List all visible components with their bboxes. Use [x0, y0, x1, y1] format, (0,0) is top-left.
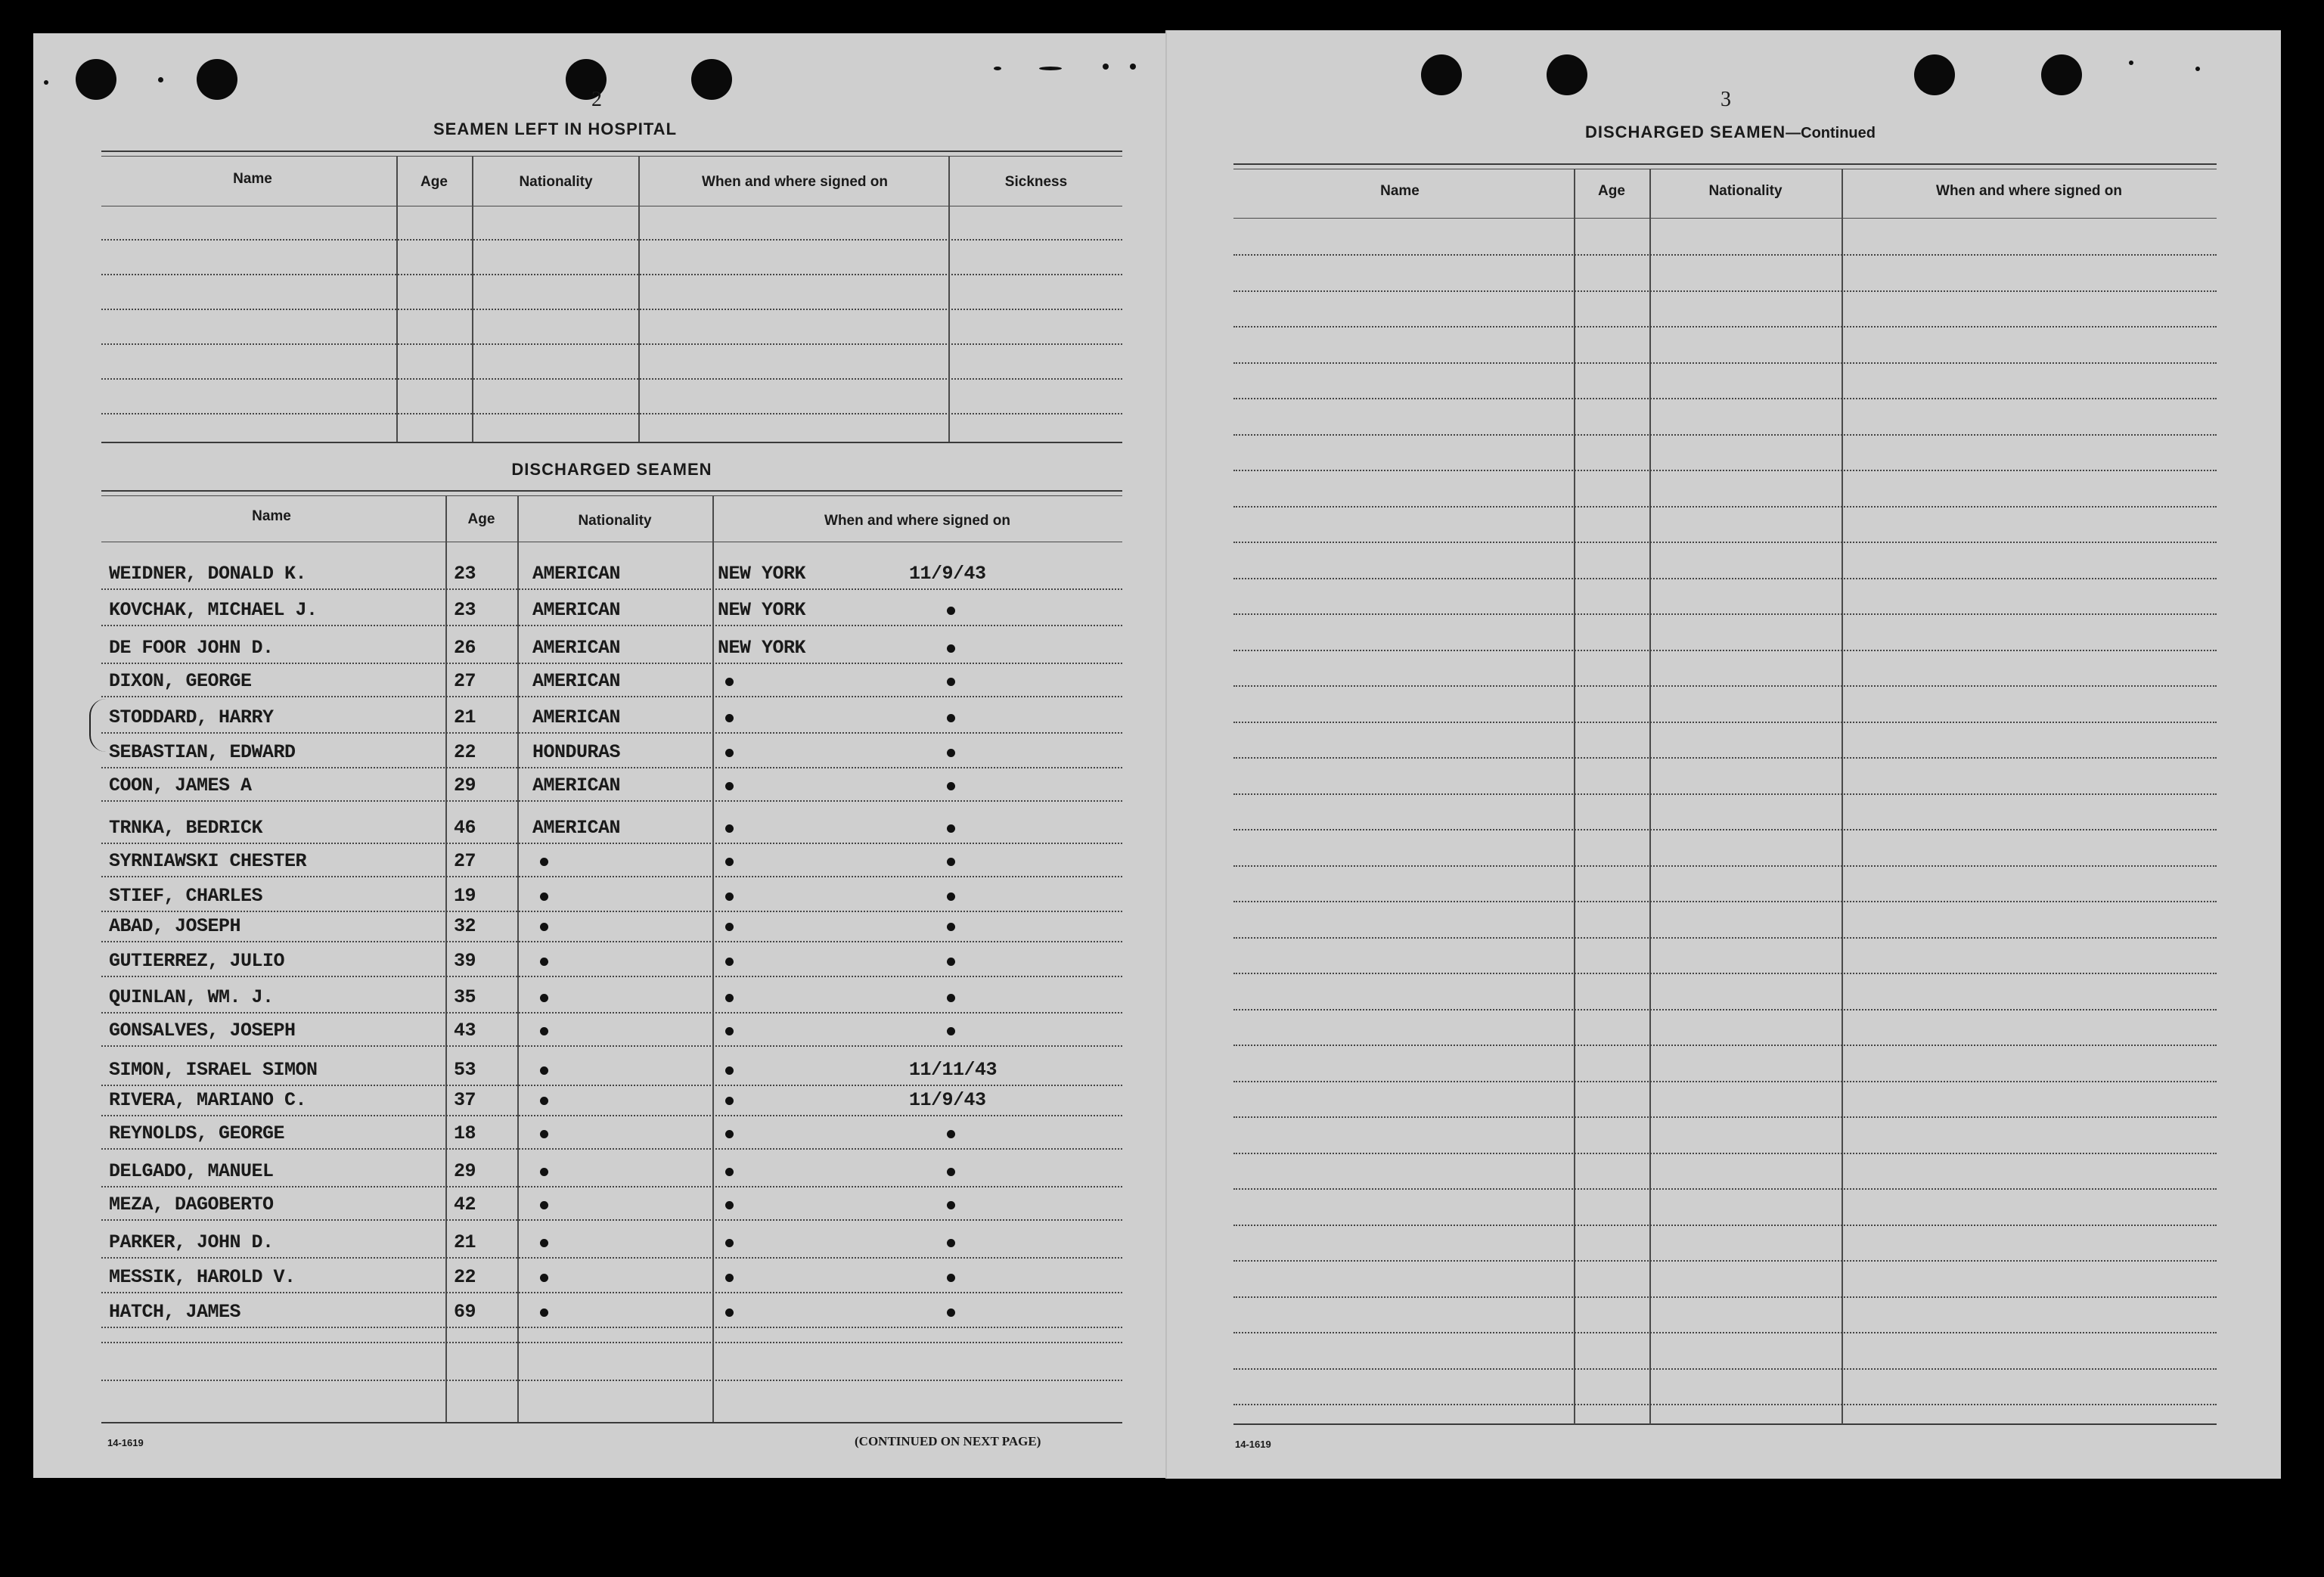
- seaman-name: REYNOLDS, GEORGE: [109, 1122, 285, 1144]
- seaman-name: ABAD, JOSEPH: [109, 915, 241, 937]
- seaman-age: 42: [454, 1194, 476, 1215]
- continued-header-age: Age: [1598, 183, 1625, 199]
- blank-row-line: [1233, 434, 2217, 436]
- ditto-mark: [725, 958, 734, 966]
- ditto-mark: [725, 714, 734, 722]
- seaman-name: GONSALVES, JOSEPH: [109, 1020, 296, 1042]
- blank-row-line: [1233, 685, 2217, 687]
- seaman-name: SYRNIAWSKI CHESTER: [109, 850, 307, 872]
- ditto-mark: [540, 1274, 548, 1282]
- discharged-header-nationality: Nationality: [578, 513, 652, 529]
- signed-on-date: 11/11/43: [909, 1059, 998, 1081]
- table-row-line: [101, 1045, 1122, 1047]
- ditto-mark: [947, 1201, 955, 1209]
- table-row-line: [101, 663, 1122, 664]
- blank-row-line: [1233, 578, 2217, 579]
- column-divider: [1649, 169, 1651, 1424]
- blank-row-line: [1233, 1081, 2217, 1082]
- ditto-mark: [947, 1239, 955, 1247]
- continued-header-nationality: Nationality: [1708, 183, 1783, 199]
- table-row-line: [101, 976, 1122, 977]
- ditto-mark: [947, 1130, 955, 1138]
- blank-row-line: [1233, 1260, 2217, 1262]
- ditto-mark: [540, 1097, 548, 1105]
- column-divider: [948, 156, 950, 442]
- ditto-mark: [725, 1066, 734, 1075]
- seaman-age: 29: [454, 1160, 476, 1182]
- ditto-mark: [540, 892, 548, 901]
- seaman-nationality: AMERICAN: [532, 706, 621, 728]
- seaman-age: 37: [454, 1089, 476, 1111]
- seaman-age: 46: [454, 817, 476, 839]
- blank-row-line: [1233, 1225, 2217, 1226]
- blank-row-line: [1233, 398, 2217, 399]
- punch-hole: [1914, 54, 1955, 95]
- seaman-age: 21: [454, 1231, 476, 1253]
- seaman-name: COON, JAMES A: [109, 775, 252, 796]
- column-divider: [1842, 169, 1843, 1424]
- seaman-nationality: AMERICAN: [532, 599, 621, 621]
- seaman-name: DELGADO, MANUEL: [109, 1160, 274, 1182]
- ditto-mark: [725, 923, 734, 931]
- blank-row-line: [1233, 1045, 2217, 1046]
- blank-row-line: [1233, 1332, 2217, 1333]
- ditto-mark: [947, 1274, 955, 1282]
- column-divider: [396, 156, 398, 442]
- seaman-name: DE FOOR JOHN D.: [109, 637, 274, 659]
- table-row-line: [101, 800, 1122, 802]
- ditto-mark: [947, 824, 955, 833]
- signed-on-place: NEW YORK: [718, 563, 806, 585]
- ditto-mark: [725, 1130, 734, 1138]
- ditto-mark: [947, 1168, 955, 1176]
- blank-row-line: [1233, 901, 2217, 902]
- seaman-name: RIVERA, MARIANO C.: [109, 1089, 307, 1111]
- seaman-nationality: AMERICAN: [532, 637, 621, 659]
- blank-row-line: [1233, 829, 2217, 830]
- ditto-mark: [947, 892, 955, 901]
- blank-row-line: [1233, 937, 2217, 939]
- ditto-mark: [725, 1168, 734, 1176]
- blank-row-line: [1233, 1153, 2217, 1154]
- ditto-mark: [540, 1168, 548, 1176]
- continued-header-signed-on: When and where signed on: [1936, 183, 2122, 199]
- right-page: [1165, 30, 2281, 1479]
- ditto-mark: [540, 1201, 548, 1209]
- seaman-age: 21: [454, 706, 476, 728]
- seaman-name: STIEF, CHARLES: [109, 885, 263, 907]
- ditto-mark: [947, 782, 955, 790]
- blank-row-line: [1233, 757, 2217, 759]
- hospital-section-title: SEAMEN LEFT IN HOSPITAL: [433, 120, 678, 138]
- ditto-mark: [947, 678, 955, 686]
- seaman-age: 35: [454, 986, 476, 1008]
- table-row-line: [101, 911, 1122, 912]
- blank-row-line: [1233, 326, 2217, 328]
- blank-row-line: [1233, 973, 2217, 974]
- ditto-mark: [725, 1097, 734, 1105]
- ditto-mark: [540, 994, 548, 1002]
- blank-row-line: [101, 1380, 1122, 1381]
- blank-row-line: [1233, 793, 2217, 795]
- continued-header-name: Name: [1380, 183, 1420, 199]
- blank-row-line: [1233, 722, 2217, 723]
- column-divider: [517, 495, 519, 1422]
- seaman-age: 22: [454, 1266, 476, 1288]
- ditto-mark: [540, 1308, 548, 1317]
- blank-row-line: [1233, 290, 2217, 292]
- signed-on-date: 11/9/43: [909, 1089, 986, 1111]
- discharged-header-age: Age: [467, 511, 495, 527]
- seaman-age: 26: [454, 637, 476, 659]
- continued-title-main: DISCHARGED SEAMEN: [1584, 123, 1786, 141]
- table-row-line: [101, 1219, 1122, 1221]
- ditto-mark: [725, 892, 734, 901]
- margin-bracket-mark: [89, 699, 106, 752]
- blank-row-line: [101, 239, 1122, 241]
- table-row-line: [101, 1327, 1122, 1328]
- seaman-age: 23: [454, 563, 476, 585]
- ditto-mark: [725, 1274, 734, 1282]
- punch-hole: [1547, 54, 1587, 95]
- discharged-header-name: Name: [252, 508, 291, 524]
- seaman-age: 19: [454, 885, 476, 907]
- hospital-header-age: Age: [420, 174, 448, 190]
- blank-row-line: [101, 413, 1122, 414]
- ditto-mark: [725, 1239, 734, 1247]
- column-divider: [472, 156, 473, 442]
- ditto-mark: [540, 858, 548, 866]
- blank-row-line: [1233, 1404, 2217, 1405]
- seaman-nationality: AMERICAN: [532, 670, 621, 692]
- blank-row-line: [1233, 542, 2217, 543]
- seaman-name: HATCH, JAMES: [109, 1301, 241, 1323]
- ditto-mark: [540, 1066, 548, 1075]
- blank-row-line: [1233, 1009, 2217, 1010]
- blank-row-line: [1233, 1188, 2217, 1190]
- ditto-mark: [725, 824, 734, 833]
- continued-footer: (CONTINUED ON NEXT PAGE): [855, 1434, 1041, 1448]
- table-row-line: [101, 941, 1122, 942]
- table-row-line: [101, 625, 1122, 626]
- column-divider: [445, 495, 447, 1422]
- hospital-header-sickness: Sickness: [1004, 174, 1068, 190]
- ditto-mark: [947, 644, 955, 653]
- ditto-mark: [947, 1027, 955, 1035]
- seaman-age: 39: [454, 950, 476, 972]
- ditto-mark: [725, 858, 734, 866]
- seaman-age: 53: [454, 1059, 476, 1081]
- table-row-line: [101, 1085, 1122, 1086]
- seaman-age: 27: [454, 670, 476, 692]
- blank-row-line: [1233, 1296, 2217, 1298]
- table-row-line: [101, 843, 1122, 844]
- page-number: 2: [591, 88, 602, 111]
- left-page: [33, 33, 1165, 1478]
- hospital-header-name: Name: [233, 171, 272, 187]
- column-divider: [1574, 169, 1575, 1424]
- seaman-name: MEZA, DAGOBERTO: [109, 1194, 274, 1215]
- table-row-line: [101, 696, 1122, 697]
- ditto-mark: [725, 1027, 734, 1035]
- seaman-age: 69: [454, 1301, 476, 1323]
- discharged-header-signed-on: When and where signed on: [824, 513, 1010, 529]
- blank-row-line: [101, 1342, 1122, 1343]
- seaman-name: PARKER, JOHN D.: [109, 1231, 274, 1253]
- blank-row-line: [1233, 362, 2217, 364]
- blank-row-line: [1233, 613, 2217, 615]
- seaman-name: GUTIERREZ, JULIO: [109, 950, 285, 972]
- ditto-mark: [725, 749, 734, 757]
- seaman-name: WEIDNER, DONALD K.: [109, 563, 307, 585]
- seaman-age: 32: [454, 915, 476, 937]
- ditto-mark: [947, 858, 955, 866]
- table-row-line: [101, 1257, 1122, 1259]
- table-row-line: [101, 1115, 1122, 1116]
- table-row-line: [101, 732, 1122, 734]
- seaman-name: TRNKA, BEDRICK: [109, 817, 263, 839]
- ditto-mark: [540, 1239, 548, 1247]
- ditto-mark: [540, 1130, 548, 1138]
- form-number: 14-1619: [1235, 1439, 1271, 1450]
- ditto-mark: [947, 714, 955, 722]
- seaman-nationality: HONDURAS: [532, 741, 621, 763]
- page-number: 3: [1721, 88, 1731, 111]
- ditto-mark: [947, 923, 955, 931]
- ditto-mark: [540, 1027, 548, 1035]
- punch-hole: [76, 59, 116, 100]
- seaman-age: 43: [454, 1020, 476, 1042]
- seaman-age: 18: [454, 1122, 476, 1144]
- ditto-mark: [947, 607, 955, 615]
- ditto-mark: [540, 923, 548, 931]
- ditto-mark: [725, 994, 734, 1002]
- ditto-mark: [725, 782, 734, 790]
- ditto-mark: [540, 958, 548, 966]
- ditto-mark: [947, 994, 955, 1002]
- column-divider: [712, 495, 714, 1422]
- seaman-nationality: AMERICAN: [532, 817, 621, 839]
- blank-row-line: [101, 343, 1122, 345]
- table-row-line: [101, 876, 1122, 877]
- blank-row-line: [1233, 865, 2217, 867]
- blank-row-line: [1233, 506, 2217, 508]
- blank-row-line: [1233, 1116, 2217, 1118]
- seaman-name: SEBASTIAN, EDWARD: [109, 741, 296, 763]
- table-row-line: [101, 1292, 1122, 1293]
- seaman-name: QUINLAN, WM. J.: [109, 986, 274, 1008]
- seaman-name: KOVCHAK, MICHAEL J.: [109, 599, 318, 621]
- table-row-line: [101, 1148, 1122, 1150]
- hospital-header-signed-on: When and where signed on: [702, 174, 888, 190]
- ditto-mark: [947, 958, 955, 966]
- blank-row-line: [101, 309, 1122, 310]
- signed-on-date: 11/9/43: [909, 563, 986, 585]
- form-number: 14-1619: [107, 1437, 144, 1448]
- ditto-mark: [947, 1308, 955, 1317]
- hospital-header-nationality: Nationality: [519, 174, 593, 190]
- punch-hole: [2041, 54, 2082, 95]
- punch-hole: [1421, 54, 1462, 95]
- punch-hole: [197, 59, 237, 100]
- ditto-mark: [947, 749, 955, 757]
- seaman-nationality: AMERICAN: [532, 775, 621, 796]
- discharged-section-title: DISCHARGED SEAMEN: [511, 460, 712, 479]
- seaman-name: STODDARD, HARRY: [109, 706, 274, 728]
- seaman-age: 29: [454, 775, 476, 796]
- table-row-line: [101, 1012, 1122, 1014]
- blank-row-line: [1233, 254, 2217, 256]
- continued-section-title: [1560, 123, 1900, 142]
- continued-title-suffix: —Continued: [1786, 125, 1876, 141]
- signed-on-place: NEW YORK: [718, 599, 806, 621]
- seaman-age: 23: [454, 599, 476, 621]
- seaman-age: 22: [454, 741, 476, 763]
- seaman-name: DIXON, GEORGE: [109, 670, 252, 692]
- table-row-line: [101, 1186, 1122, 1187]
- column-divider: [638, 156, 640, 442]
- seaman-name: MESSIK, HAROLD V.: [109, 1266, 296, 1288]
- blank-row-line: [101, 378, 1122, 380]
- seaman-nationality: AMERICAN: [532, 563, 621, 585]
- blank-row-line: [1233, 650, 2217, 651]
- signed-on-place: NEW YORK: [718, 637, 806, 659]
- ditto-mark: [725, 678, 734, 686]
- punch-hole: [691, 59, 732, 100]
- ditto-mark: [725, 1201, 734, 1209]
- blank-row-line: [101, 274, 1122, 275]
- table-row-line: [101, 588, 1122, 590]
- seaman-name: SIMON, ISRAEL SIMON: [109, 1059, 318, 1081]
- blank-row-line: [1233, 470, 2217, 471]
- seaman-age: 27: [454, 850, 476, 872]
- blank-row-line: [1233, 1368, 2217, 1370]
- table-row-line: [101, 767, 1122, 768]
- ditto-mark: [725, 1308, 734, 1317]
